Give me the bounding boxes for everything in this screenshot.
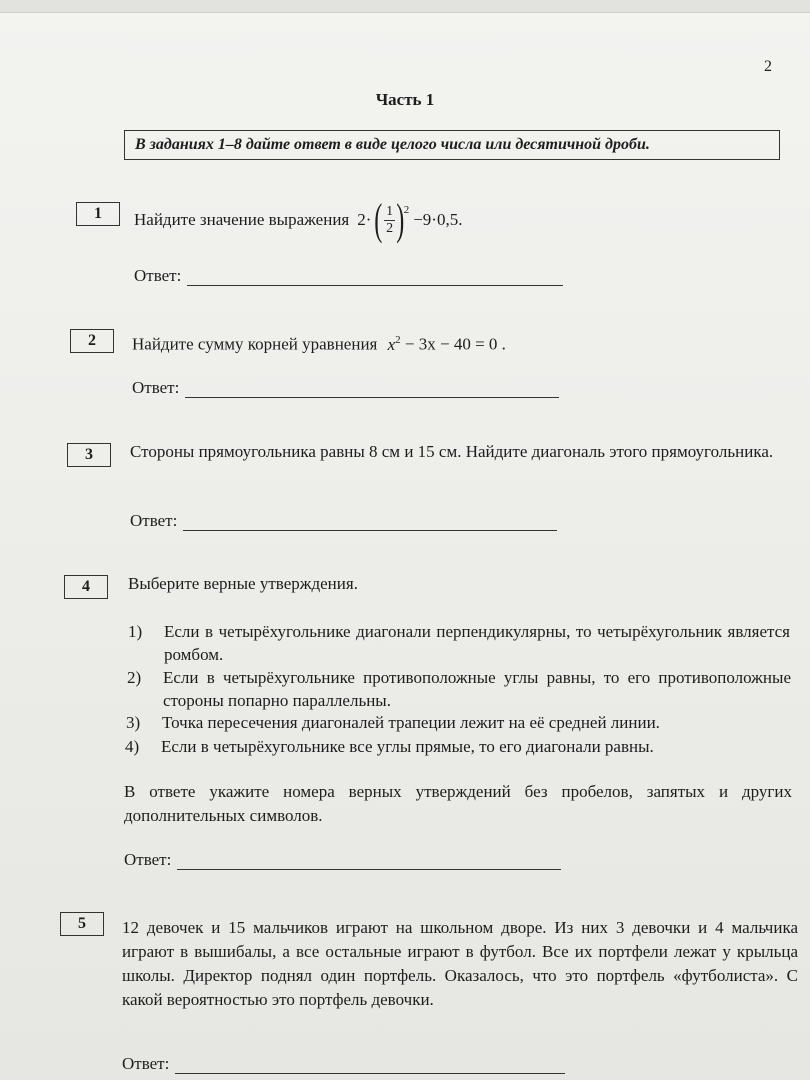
answer-label: Ответ:: [130, 511, 178, 530]
task-1-prompt: Найдите значение выражения: [134, 210, 350, 229]
task-number-box: 3: [67, 443, 111, 467]
answer-line[interactable]: [187, 267, 563, 286]
answer-field[interactable]: [124, 846, 561, 870]
answer-field[interactable]: [134, 262, 563, 286]
answer-label: Ответ:: [122, 1054, 170, 1073]
statement-number: 1): [128, 622, 143, 641]
answer-line[interactable]: [183, 512, 557, 531]
task-5-text: 12 девочек и 15 мальчиков играют на школьном дворе. Из них 3 девочки и 4 мальчика играют в вышибалы, а все остальные играют в футбол. Все их портфели лежат у крыльца школы. Директор поднял один портфель. Оказалось, что это портфель «футболиста». С какой вероятностью это портфель девочки.: [122, 918, 798, 1009]
statement-number: 4): [125, 737, 140, 756]
statement-item: [128, 620, 790, 666]
task-2-rest: − 3x − 40 = 0 .: [404, 334, 506, 354]
answer-label: Ответ:: [134, 266, 182, 285]
task-3-text: Стороны прямоугольника равны 8 см и 15 см. Найдите диагональ этого прямоугольника.: [130, 442, 774, 461]
task-2-text: [132, 328, 506, 357]
statement-text: Если в четырёхугольнике противоположные углы равны, то его противоположные стороны попарно параллельны.: [163, 668, 791, 710]
statement-text: Если в четырёхугольнике все углы прямые, то его диагонали равны.: [161, 737, 654, 756]
statement-number: 3): [126, 713, 141, 732]
task-number-box: 5: [60, 912, 104, 936]
statement-text: Если в четырёхугольнике диагонали перпендикулярны, то четырёхугольник является ромбом.: [164, 622, 790, 664]
answer-line[interactable]: [177, 851, 561, 870]
task-4-note: В ответе укажите номера верных утверждений без пробелов, запятых и других дополнительных символов.: [124, 782, 792, 825]
answer-label: Ответ:: [124, 850, 172, 869]
fraction-denominator: 2: [386, 220, 394, 236]
answer-line[interactable]: [175, 1055, 565, 1074]
task-1-rest: −9·0,5.: [413, 210, 463, 229]
answer-field[interactable]: [130, 507, 557, 531]
answer-field[interactable]: [122, 1050, 565, 1074]
task-2-power: 2: [395, 334, 401, 346]
task-2-prompt: Найдите сумму корней уравнения: [132, 334, 378, 354]
statement-item: [125, 735, 789, 758]
task-2-var: x: [387, 334, 396, 354]
task-number-box: 1: [76, 202, 120, 226]
statement-item: [127, 666, 791, 712]
part-title: Часть 1: [375, 90, 435, 109]
statement-item: [126, 711, 790, 734]
task-1-fraction-group: ( $\frac{1}{2}$ ) $^2$: [374, 195, 410, 244]
answer-label: Ответ:: [132, 378, 180, 397]
page-number: 2: [764, 58, 772, 75]
instruction-box: В заданиях 1–8 дайте ответ в виде целого числа или десятичной дроби.: [124, 130, 780, 160]
statement-number: 2): [127, 668, 142, 687]
task-number-box: 4: [64, 575, 108, 599]
task-1-coef: 2·: [357, 210, 372, 229]
page-top-edge: [0, 0, 810, 13]
task-number-box: 2: [70, 329, 114, 353]
answer-field[interactable]: [132, 374, 559, 398]
task-4-text: Выберите верные утверждения.: [128, 574, 358, 593]
task-1-power: 2: [403, 204, 410, 216]
answer-line[interactable]: [185, 379, 559, 398]
statement-text: Точка пересечения диагоналей трапеции лежит на её средней линии.: [162, 713, 660, 732]
task-1-fraction: [384, 204, 395, 237]
fraction-numerator: 1: [386, 203, 394, 219]
task-1-text: [134, 195, 463, 244]
